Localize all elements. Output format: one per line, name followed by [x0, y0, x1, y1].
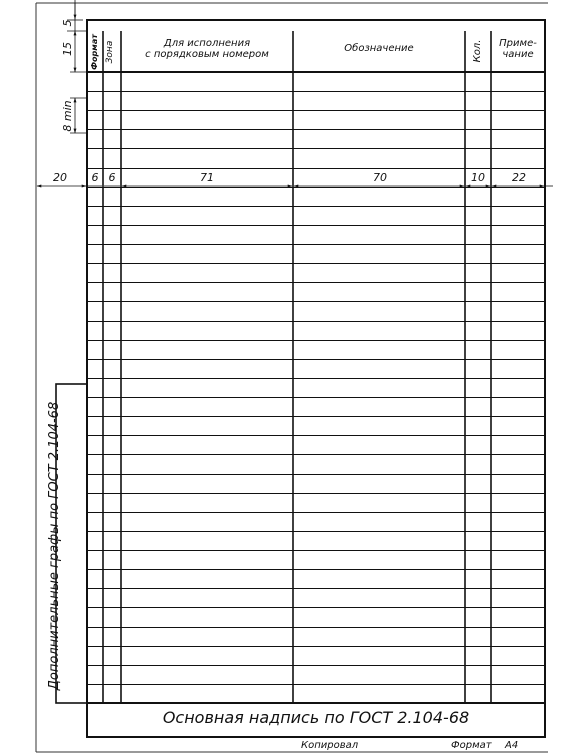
dim-format-col-label: 6 — [91, 171, 99, 184]
dim-left-margin-label: 20 — [53, 171, 67, 184]
footer-format-label: Формат — [451, 740, 492, 751]
dim-top-offset-label: 5 — [61, 19, 74, 27]
header-execution — [121, 38, 293, 60]
header-note-line2: чание — [502, 49, 534, 60]
title-block-label: Основная надпись по ГОСТ 2.104-68 — [162, 708, 470, 727]
header-format: Формат — [90, 34, 99, 70]
dim-row-min-label: 8 min — [61, 100, 74, 132]
header-note — [491, 38, 545, 60]
dim-note-col-label: 22 — [512, 171, 526, 184]
footer-format-value: А4 — [505, 740, 519, 751]
dim-header-height-label: 15 — [61, 42, 74, 56]
dim-execution-col-label: 71 — [200, 171, 214, 184]
header-execution-line1: Для исполнения — [163, 38, 251, 49]
dim-zone-col-label: 6 — [108, 171, 116, 184]
header-zone: Зона — [105, 40, 115, 64]
dim-designation-col-label: 70 — [373, 171, 387, 184]
header-designation: Обозначение — [344, 43, 414, 54]
footer-copied: Копировал — [301, 740, 359, 751]
header-quantity: Кол. — [472, 39, 483, 63]
header-execution-line2: с порядковым номером — [145, 49, 269, 60]
additional-fields-label: Дополнительные графы по ГОСТ 2.104-68 — [47, 401, 62, 691]
dim-quantity-col-label: 10 — [471, 171, 485, 184]
header-note-line1: Приме- — [499, 38, 537, 49]
